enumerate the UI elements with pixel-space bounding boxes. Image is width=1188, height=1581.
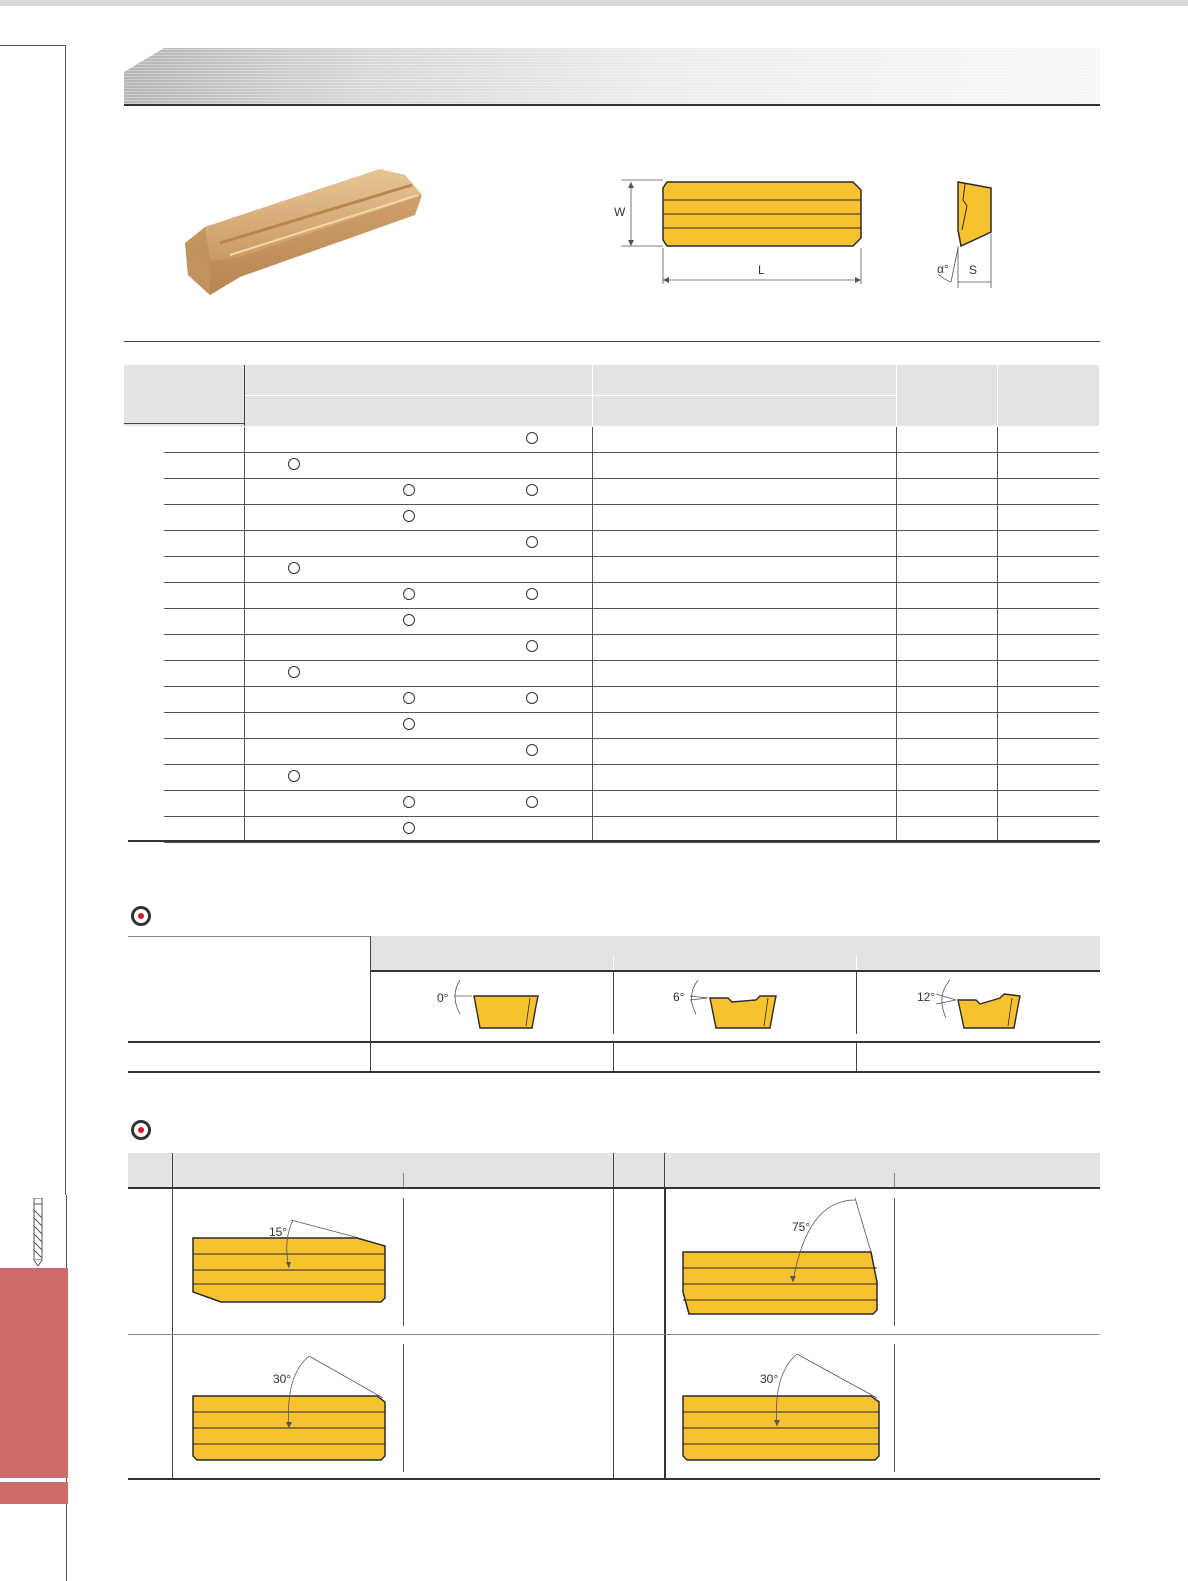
table-cell [997,583,1099,609]
availability-mark [526,432,538,444]
section-bullet-icon-2 [131,1120,151,1140]
table-cell [164,739,244,765]
lead-col-div-2 [403,1198,404,1326]
table-cell [896,817,997,843]
table-row [124,505,1099,531]
header-grades [244,396,592,427]
lead-col-div-5 [894,1198,895,1326]
table-cell [164,765,244,791]
table-row [124,479,1099,505]
table-cell [124,765,164,791]
availability-mark [403,510,415,522]
table-cell [164,557,244,583]
table-cell [124,505,164,531]
availability-mark [403,484,415,496]
table-row [124,635,1099,661]
availability-mark [403,796,415,808]
table-cell [997,739,1099,765]
table-cell [896,739,997,765]
table-cell [896,765,997,791]
table-cell [896,453,997,479]
table-cell [124,713,164,739]
table-cell [244,609,592,635]
lead-angle-30-right-label: 30° [760,1372,779,1386]
table-cell [997,817,1099,843]
lead-insert-75 [675,1192,890,1322]
table-cell [592,531,896,557]
table-cell [997,687,1099,713]
availability-mark [288,666,300,678]
table-cell [896,687,997,713]
rake-profile-12 [920,978,1030,1034]
table-row [124,687,1099,713]
table-cell [164,687,244,713]
table-cell [244,453,592,479]
table-cell [124,791,164,817]
rake-angle-0-label: 0° [437,991,449,1005]
table-cell [896,609,997,635]
table-cell [244,635,592,661]
side-tab-lower [0,1482,68,1504]
table-row [124,453,1099,479]
table-cell [896,635,997,661]
table-cell [592,791,896,817]
table-cell [244,583,592,609]
availability-mark [403,588,415,600]
header-rule [124,104,1100,106]
lead-col-div-5b [894,1344,895,1472]
table-cell [592,427,896,453]
rake-angle-6-label: 6° [673,990,685,1004]
table-cell [124,557,164,583]
section-divider [124,341,1100,342]
table-cell [896,557,997,583]
rake-profile-0 [440,978,550,1034]
table-cell [592,687,896,713]
rake-col-divider-3 [856,972,857,1034]
table-cell [592,453,896,479]
table-cell [896,583,997,609]
header-dim-b [997,365,1099,427]
table-cell [164,531,244,557]
table-cell [896,479,997,505]
table-cell [124,635,164,661]
table-cell [592,739,896,765]
table-cell [244,687,592,713]
section-bullet-icon [131,906,151,926]
rake-bottom-divider-2 [856,1043,857,1071]
table-cell [592,713,896,739]
table-cell [164,583,244,609]
lead-col-div-2b [403,1344,404,1472]
table-cell [164,661,244,687]
table-cell [244,791,592,817]
lead-header-band [128,1153,1100,1187]
lead-insert-30-left [185,1350,395,1465]
rake-header-divider-1 [613,956,614,970]
table-cell [896,427,997,453]
lead-header-rule [128,1187,1100,1189]
lead-insert-15 [185,1210,395,1310]
availability-mark [403,692,415,704]
table-top-rule [124,423,244,424]
table-cell [592,557,896,583]
availability-mark [526,744,538,756]
table-cell [592,661,896,687]
table-cell [244,427,592,453]
table-row [124,661,1099,687]
availability-mark [288,770,300,782]
table-cell [592,765,896,791]
table-cell [896,505,997,531]
availability-mark [526,588,538,600]
table-cell [997,557,1099,583]
insert-photo [180,165,430,300]
table-row [124,427,1099,453]
table-cell [244,557,592,583]
table-cell [997,609,1099,635]
header-specs [592,396,896,427]
table-cell [592,817,896,843]
rake-header-divider-2 [856,956,857,970]
availability-mark [526,536,538,548]
table-cell [244,739,592,765]
table-cell [592,583,896,609]
header-spec-group [592,365,896,396]
header-dim-a [896,365,997,427]
availability-mark [526,640,538,652]
table-cell [997,505,1099,531]
table-cell [124,661,164,687]
availability-mark [403,822,415,834]
table-cell [164,427,244,453]
lead-bottom-rule [128,1478,1100,1480]
width-label: W [614,205,626,219]
table-row [124,739,1099,765]
table-cell [124,479,164,505]
table-cell [244,661,592,687]
lead-mid-rule [128,1334,1100,1335]
availability-mark [526,796,538,808]
lead-head-div-3 [613,1153,614,1187]
lead-head-div-1 [172,1153,173,1187]
rake-header-band [371,936,1100,970]
table-cell [164,817,244,843]
rake-col-divider [370,936,371,1072]
table-cell [124,583,164,609]
table-cell [124,687,164,713]
table-cell [124,427,164,453]
table-cell [244,505,592,531]
table-cell [164,479,244,505]
rake-bottom-rule [128,1071,1100,1073]
table-cell [124,453,164,479]
table-cell [997,635,1099,661]
table-cell [592,479,896,505]
side-tab [0,1268,68,1478]
lead-head-div-5 [894,1173,895,1187]
rake-angle-12-label: 12° [917,990,936,1004]
availability-mark [288,562,300,574]
table-cell [592,609,896,635]
table-row [124,609,1099,635]
top-strip [0,0,1188,6]
side-frame [0,45,66,1195]
header-designation [124,365,244,427]
table-row [124,557,1099,583]
thickness-label: S [969,263,978,277]
rake-bottom-divider-1 [613,1043,614,1071]
table-cell [244,817,592,843]
table-cell [997,479,1099,505]
table-cell [244,765,592,791]
table-cell [592,505,896,531]
table-cell [997,427,1099,453]
availability-mark [526,692,538,704]
angle-label: α° [937,262,949,276]
table-cell [592,635,896,661]
table-cell [124,739,164,765]
table-cell [896,531,997,557]
table-cell [997,765,1099,791]
length-label: L [758,263,765,277]
header-grade-group [244,365,592,396]
availability-mark [526,484,538,496]
rake-profile-6 [676,978,786,1034]
lead-head-div-4 [664,1153,665,1187]
lead-angle-30-left-label: 30° [273,1372,292,1386]
table-cell [997,531,1099,557]
table-bottom-rule [128,840,1100,842]
table-cell [124,609,164,635]
header-band [124,48,1100,104]
drill-icon [30,1198,46,1266]
table-cell [997,791,1099,817]
lead-head-div-2 [403,1173,404,1187]
table-cell [164,505,244,531]
table-cell [124,817,164,843]
table-cell [896,791,997,817]
table-cell [896,713,997,739]
table-cell [244,713,592,739]
table-cell [164,453,244,479]
table-row [124,713,1099,739]
ordering-table [124,365,1099,843]
table-row [124,791,1099,817]
table-cell [244,479,592,505]
table-cell [164,713,244,739]
table-cell [997,453,1099,479]
rake-col-divider-2 [613,972,614,1034]
table-cell [997,661,1099,687]
rake-header-rule [371,970,1100,972]
table-cell [244,531,592,557]
dimension-drawing [605,170,1005,295]
table-cell [164,609,244,635]
table-row [124,817,1099,843]
table-row [124,583,1099,609]
table-cell [997,713,1099,739]
rake-mid-rule [128,1041,1100,1043]
table-row [124,531,1099,557]
availability-mark [288,458,300,470]
lead-angle-75-label: 75° [792,1220,811,1234]
table-cell [896,661,997,687]
lead-insert-30-right [675,1350,885,1465]
table-cell [164,791,244,817]
availability-mark [403,614,415,626]
table-row [124,765,1099,791]
availability-mark [403,718,415,730]
table-cell [124,531,164,557]
table-cell [164,635,244,661]
lead-angle-15-label: 15° [269,1225,288,1239]
